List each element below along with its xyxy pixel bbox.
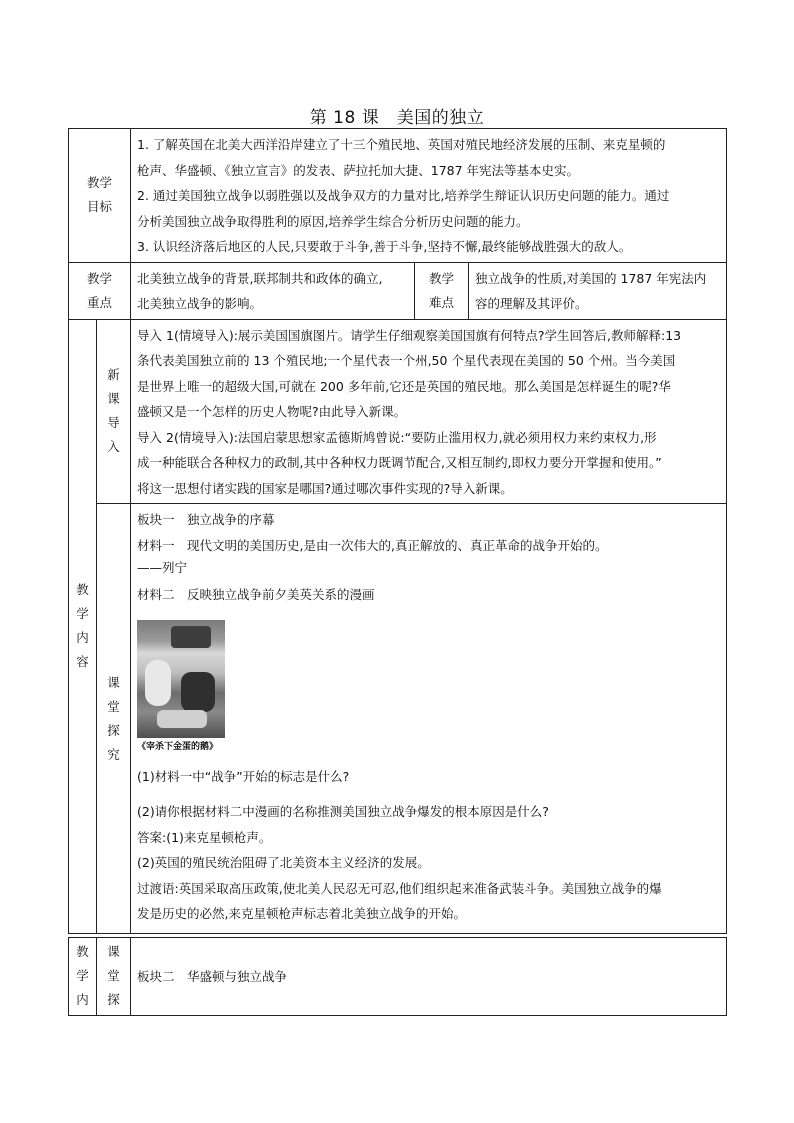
- explore-text: [131, 504, 727, 934]
- points-row: [69, 262, 727, 319]
- next-page-table: [68, 937, 727, 1016]
- difficult-points-label: 教学 难点: [415, 262, 469, 319]
- objectives-text: 1. 了解英国在北美大西洋沿岸建立了十三个殖民地、英国对殖民地经济发展的压制、来克星顿的 枪声、华盛顿、《独立宣言》的发表、萨拉托加大捷、1787 年宪法等基本史实。 2. 通过美国独立战争以弱胜强以及战争双方的力量对比,培养学生辩证认识历史问题的能力。通过 分析美国独立战争取得胜利的原因,培养学生综合分析历史问题的能力。 3. 认识经济落后地区的人民,只要敢于斗争,善于斗争,坚持不懈,最终能够战胜强大的敌人。: [131, 129, 727, 263]
- content-label: 教 学 内 容: [69, 319, 97, 934]
- intro-row: [69, 319, 727, 504]
- cartoon-image: [137, 620, 225, 738]
- question-two: (2)请你根据材料二中漫画的名称推测美国独立战争爆发的根本原因是什么?: [137, 804, 549, 819]
- next-explore-row: [69, 938, 727, 1016]
- material-two: 材料二 反映独立战争前夕美英关系的漫画: [137, 587, 375, 602]
- section-heading: 板块一 独立战争的序幕: [137, 512, 275, 527]
- key-points-text: 北美独立战争的背景,联邦制共和政体的确立, 北美独立战争的影响。: [131, 262, 415, 319]
- question-one: (1)材料一中“战争”开始的标志是什么?: [137, 768, 350, 784]
- explore-label: 课 堂 探 究: [97, 504, 131, 934]
- next-explore-label: 课 堂 探: [97, 938, 131, 1016]
- key-points-label: 教学 重点: [69, 262, 131, 319]
- objectives-label: 教学 目标: [69, 129, 131, 263]
- objectives-row: [69, 129, 727, 263]
- difficult-points-text: 独立战争的性质,对美国的 1787 年宪法内 容的理解及其评价。: [469, 262, 727, 319]
- next-content-label: 教 学 内: [69, 938, 97, 1016]
- intro-label: 新 课 导 入: [97, 319, 131, 504]
- answer-one: 答案:(1)来克星顿枪声。: [137, 829, 272, 845]
- explore-row: [69, 504, 727, 934]
- intro-text: 导入 1(情境导入):展示美国国旗图片。请学生仔细观察美国国旗有何特点?学生回答后,教师解释:13 条代表美国独立前的 13 个殖民地;一个星代表一个州,50 个星代表现在美国的 50 个州。当今美国 是世界上唯一的超级大国,可就在 200 多年前,它还是英国的殖民地。那么美国是怎样诞生的呢?华 盛顿又是一个怎样的历史人物呢?由此导入新课。 导入 2(情境导入):法国启蒙思想家孟德斯鸠曾说:“要防止滥用权力,就必须用权力来约束权力,形 成一种能联合各种权力的政制,其中各种权力既调节配合,又相互制约,即权力要分开掌握和使用。” 将这一思想付诸实践的国家是哪国?通过哪次事件实现的?导入新课。: [131, 319, 727, 504]
- section-two-heading: 板块二 华盛顿与独立战争: [137, 969, 288, 985]
- material-one-source: ——列宁: [137, 560, 188, 575]
- page-title: 第 18 课 美国的独立: [309, 108, 485, 128]
- answer-two: (2)英国的殖民统治阻碍了北美资本主义经济的发展。: [137, 855, 430, 870]
- next-section-text: [131, 938, 727, 1016]
- material-one: 材料一 现代文明的美国历史,是由一次伟大的,真正解放的、真正革命的战争开始的。: [137, 537, 608, 553]
- transition-line-2: 发是历史的必然,来克星顿枪声标志着北美独立战争的开始。: [137, 906, 466, 921]
- lesson-plan-table: [68, 128, 727, 934]
- transition-line-1: 过渡语:英国采取高压政策,使北美人民忍无可忍,他们组织起来准备武装斗争。美国独立战争的爆: [137, 880, 662, 896]
- cartoon-caption: 《宰杀下金蛋的鹅》: [137, 741, 219, 752]
